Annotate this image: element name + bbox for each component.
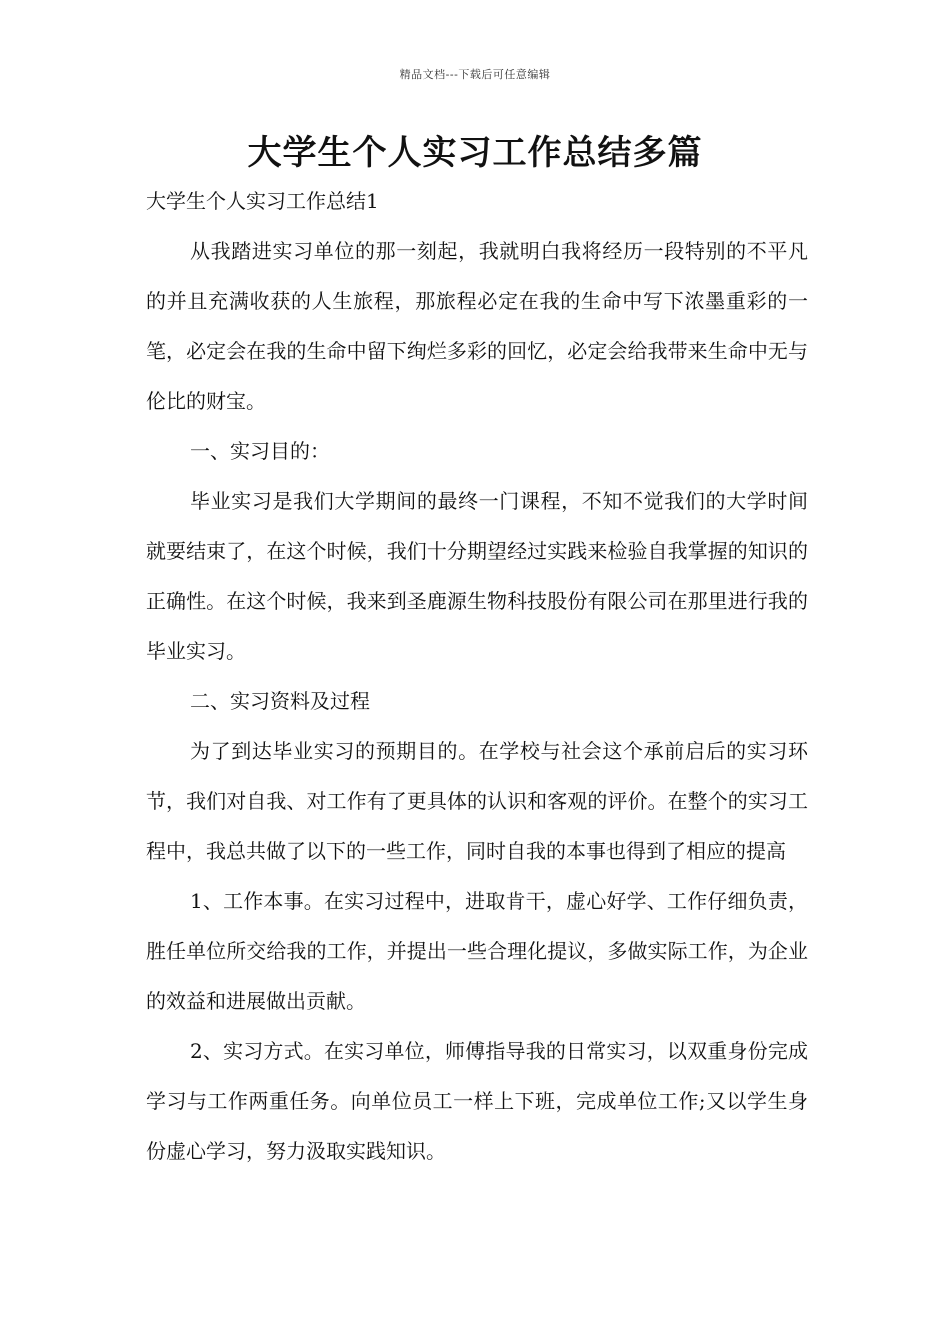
paragraph-intro: 从我踏进实习单位的那一刻起，我就明白我将经历一段特别的不平凡的并且充满收获的人生旅程，那旅程必定在我的生命中写下浓墨重彩的一笔，必定会在我的生命中留下绚烂多彩的回忆，必定会给我带来生命中无与伦比的财宝。 bbox=[146, 239, 808, 413]
header-note: 精品文档---下载后可任意编辑 bbox=[399, 68, 551, 81]
paragraph-content-process: 为了到达毕业实习的预期目的。在学校与社会这个承前启后的实习环节，我们对自我、对工作有了更具体的认识和客观的评价。在整个的实习工程中，我总共做了以下的一些工作，同时自我的本事也得到了相应的提高 bbox=[146, 739, 808, 863]
body-text bbox=[146, 226, 808, 1176]
paragraph-internship-method: 2、实习方式。在实习单位，师傅指导我的日常实习，以双重身份完成学习与工作两重任务。向单位员工一样上下班，完成单位工作;又以学生身份虚心学习，努力汲取实践知识。 bbox=[146, 1039, 808, 1163]
document-title: 大学生个人实习工作总结多篇 bbox=[247, 133, 703, 173]
paragraph-work-ability: 1、工作本事。在实习过程中，进取肯干，虚心好学、工作仔细负责，胜任单位所交给我的工作，并提出一些合理化提议，多做实际工作，为企业的效益和进展做出贡献。 bbox=[146, 889, 808, 1013]
heading-purpose: 一、实习目的： bbox=[190, 439, 330, 463]
paragraph-purpose: 毕业实习是我们大学期间的最终一门课程，不知不觉我们的大学时间就要结束了，在这个时候，我们十分期望经过实践来检验自我掌握的知识的正确性。在这个时候，我来到圣鹿源生物科技股份有限公司在那里进行我的毕业实习。 bbox=[146, 489, 808, 663]
heading-content-process: 二、实习资料及过程 bbox=[190, 689, 370, 713]
section-subtitle: 大学生个人实习工作总结1 bbox=[146, 189, 379, 213]
